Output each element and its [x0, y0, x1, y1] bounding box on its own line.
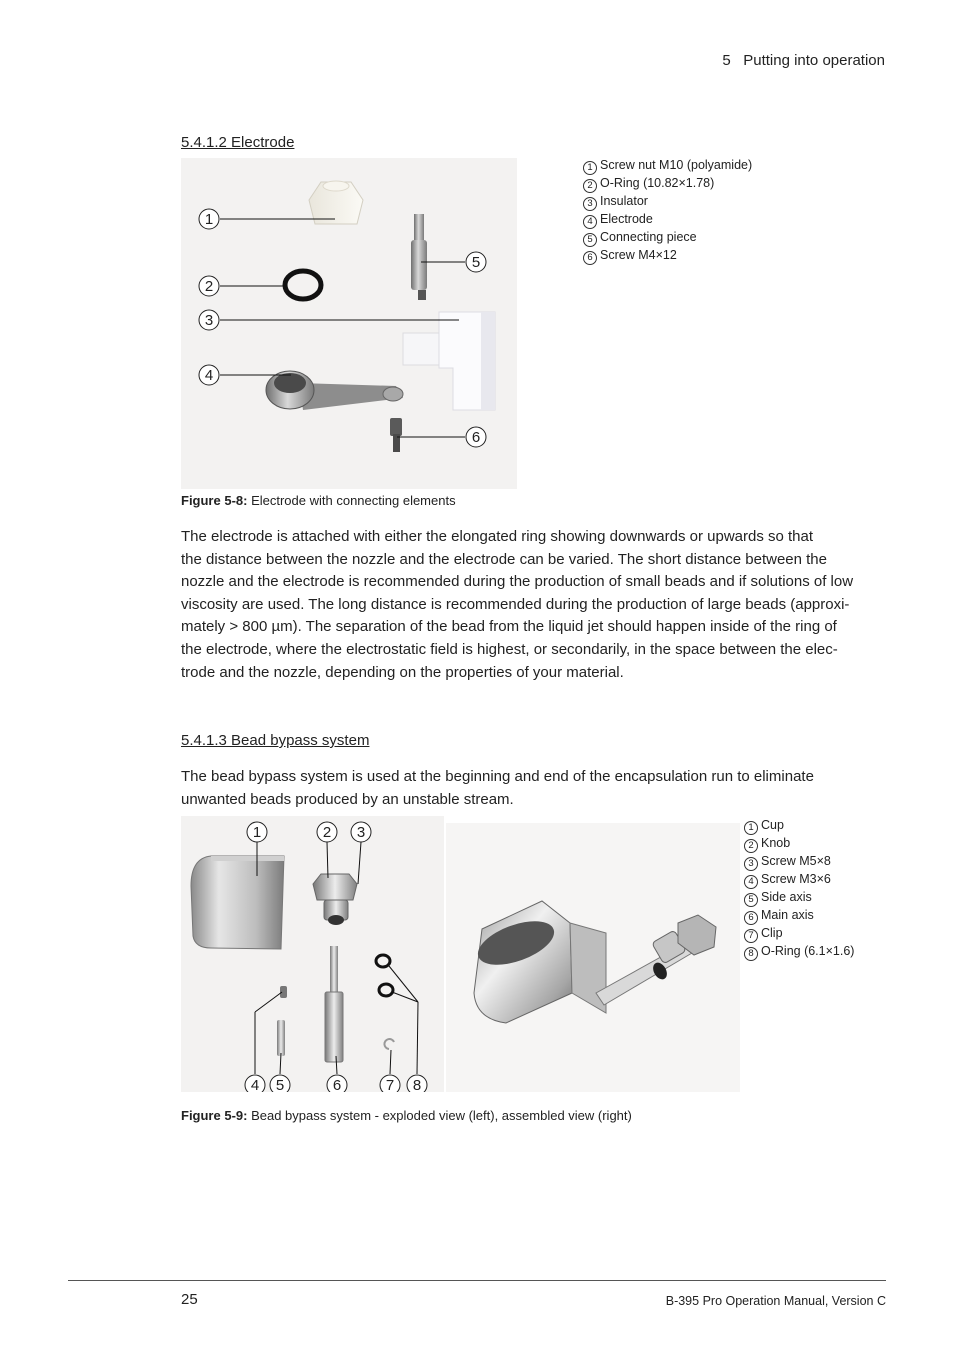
- legend-item: 4 Screw M3×6: [744, 871, 854, 889]
- bypass-legend: [744, 817, 854, 961]
- screw-nut-part: [309, 181, 363, 224]
- section-heading-bypass: 5.4.1.3 Bead bypass system: [181, 732, 370, 749]
- callout-4-label: 4: [204, 367, 214, 384]
- legend-item: 1 Screw nut M10 (polyamide): [583, 157, 752, 175]
- electrode-part: [266, 371, 403, 410]
- callout-5-label: 5: [471, 254, 481, 271]
- callout-6-label: 6: [332, 1077, 342, 1092]
- o-ring-part: [285, 271, 321, 299]
- callout-3-label: 3: [356, 824, 366, 841]
- bypass-exploded-illustration: [181, 816, 444, 1092]
- legend-item: 3 Insulator: [583, 193, 752, 211]
- callout-2-label: 2: [204, 278, 214, 295]
- legend-item: 6 Main axis: [744, 907, 854, 925]
- legend-item: 5 Side axis: [744, 889, 854, 907]
- caption-text: Electrode with connecting elements: [247, 493, 456, 508]
- legend-item: 7 Clip: [744, 925, 854, 943]
- legend-item: 6 Screw M4×12: [583, 247, 752, 265]
- electrode-photo: [181, 158, 517, 489]
- caption-label: Figure 5-8:: [181, 493, 248, 508]
- callout-5-label: 5: [275, 1077, 285, 1092]
- paragraph-line: the electrode, where the electrostatic field is highest, or secondarily, in the space between the elec-: [181, 640, 838, 658]
- caption-text: Bead bypass system - exploded view (left), assembled view (right): [247, 1108, 632, 1123]
- paragraph-line: nozzle and the electrode is recommended during the production of small beads and if solutions of low: [181, 573, 854, 591]
- electrode-illustration: [181, 158, 517, 489]
- bypass-paragraph: [181, 766, 886, 811]
- electrode-paragraph: [181, 526, 886, 684]
- legend-item: 1 Cup: [744, 817, 854, 835]
- callout-6-label: 6: [471, 429, 481, 446]
- legend-item: 3 Screw M5×8: [744, 853, 854, 871]
- figure-caption-5-9: [181, 1108, 632, 1123]
- chapter-title: Putting into operation: [743, 52, 885, 69]
- section-heading-electrode: 5.4.1.2 Electrode: [181, 134, 295, 151]
- electrode-legend: [583, 157, 752, 265]
- callout-2-label: 2: [322, 824, 332, 841]
- paragraph-line: the distance between the nozzle and the electrode can be varied. The short distance between the: [181, 550, 827, 568]
- figure-caption-5-8: [181, 493, 456, 508]
- callout-1-label: 1: [252, 824, 262, 841]
- legend-item: 4 Electrode: [583, 211, 752, 229]
- connecting-piece-part: [411, 214, 427, 300]
- callout-1-label: 1: [204, 211, 214, 228]
- paragraph-line: unwanted beads produced by an unstable stream.: [181, 790, 514, 808]
- chapter-number: 5: [722, 52, 731, 69]
- legend-item: 5 Connecting piece: [583, 229, 752, 247]
- bypass-exploded-photo: [181, 816, 444, 1092]
- bypass-assembled-photo: [446, 823, 740, 1092]
- paragraph-line: The bead bypass system is used at the beginning and end of the encapsulation run to eliminate: [181, 768, 814, 785]
- insulator-part: [403, 312, 495, 410]
- callout-4-label: 4: [250, 1077, 260, 1092]
- footer-divider: [68, 1280, 886, 1281]
- paragraph-line: viscosity are used. The long distance is recommended during the production of large beads (approxi-: [181, 595, 850, 613]
- bypass-assembled-illustration: [446, 823, 740, 1092]
- callout-8-label: 8: [412, 1077, 422, 1092]
- caption-label: Figure 5-9:: [181, 1108, 248, 1123]
- legend-item: 2 Knob: [744, 835, 854, 853]
- paragraph-line: The electrode is attached with either the elongated ring showing downwards or upwards so that: [181, 528, 814, 545]
- legend-item: 8 O-Ring (6.1×1.6): [744, 943, 854, 961]
- screw-part: [390, 418, 402, 452]
- callout-7-label: 7: [385, 1077, 395, 1092]
- callout-3-label: 3: [204, 312, 214, 329]
- paragraph-line: trode and the nozzle, depending on the properties of your material.: [181, 663, 624, 681]
- page-header: [0, 52, 885, 69]
- page-number: 25: [181, 1291, 198, 1308]
- paragraph-line: mately > 800 µm). The separation of the bead from the liquid jet should happen inside of the ring of: [181, 618, 837, 636]
- manual-title: B-395 Pro Operation Manual, Version C: [665, 1294, 886, 1308]
- legend-item: 2 O-Ring (10.82×1.78): [583, 175, 752, 193]
